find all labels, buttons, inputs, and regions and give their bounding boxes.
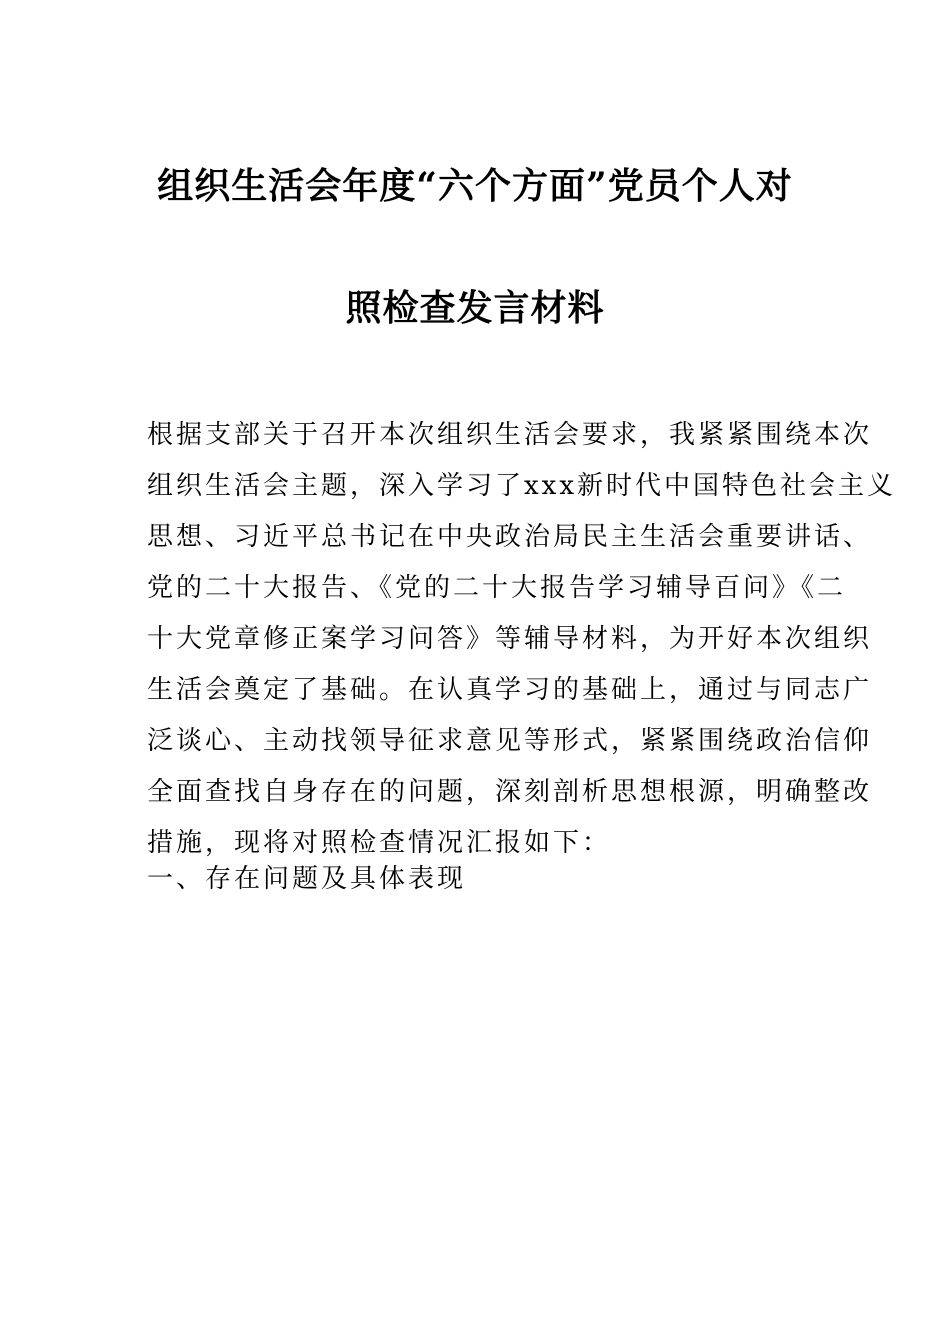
paragraph-line: 生活会奠定了基础。在认真学习的基础上，通过与同志广 <box>147 675 873 705</box>
paragraph-line: 党的二十大报告、《党的二十大报告学习辅导百问》《二 <box>147 573 847 603</box>
paragraph-line: 措施，现将对照检查情况汇报如下： <box>147 828 612 858</box>
document-title-line-1: 组织生活会年度“六个方面”党员个人对 <box>157 165 793 207</box>
intro-paragraph <box>147 410 896 869</box>
paragraph-line: 思想、习近平总书记在中央政治局民主生活会重要讲话、 <box>147 522 873 552</box>
paragraph-line: 组织生活会主题，深入学习了xxx新时代中国特色社会主义 <box>147 471 896 501</box>
paragraph-line: 泛谈心、主动找领导征求意见等形式，紧紧围绕政治信仰 <box>147 726 873 756</box>
paragraph-line: 十大党章修正案学习问答》等辅导材料，为开好本次组织 <box>147 624 873 654</box>
paragraph-line: 全面查找自身存在的问题，深刻剖析思想根源，明确整改 <box>147 777 873 807</box>
document-title-line-2: 照检查发言材料 <box>345 287 605 329</box>
section-heading: 一、存在问题及具体表现 <box>147 864 467 894</box>
paragraph-line: 根据支部关于召开本次组织生活会要求，我紧紧围绕本次 <box>147 420 873 450</box>
